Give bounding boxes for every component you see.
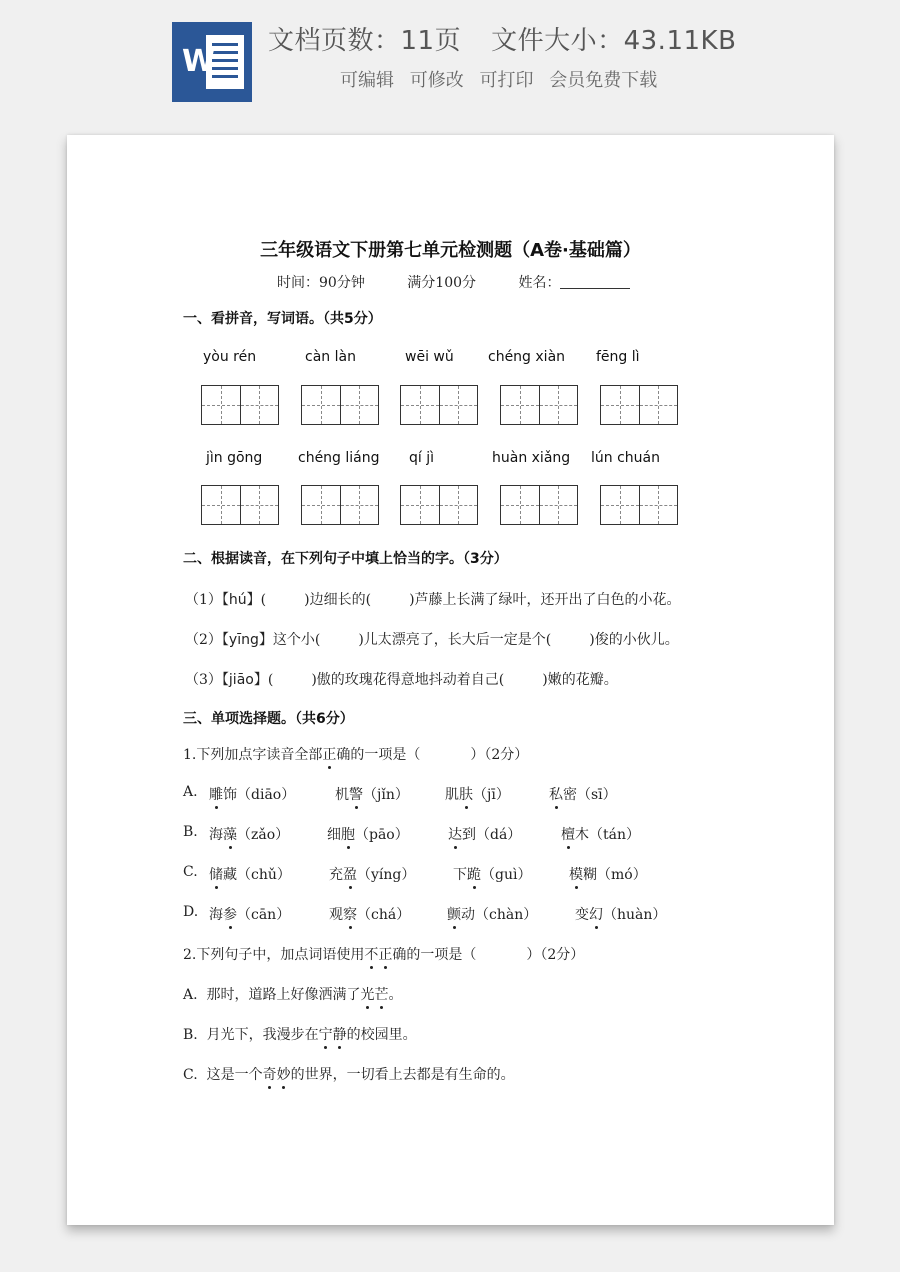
exam-time: 时间：90分钟 [277,275,365,291]
pinyin-9: huàn xiǎng [492,450,571,466]
option-item: 海参（cān） [209,904,290,924]
option-item: 观察（chá） [329,904,410,924]
option-item: 下跪（guì） [453,864,531,884]
pinyin-7: chéng liáng [298,450,380,466]
document-page [67,135,834,1225]
name-blank[interactable] [560,288,630,289]
section-3-heading: 三、单项选择题。（共6分） [183,711,354,727]
pinyin-1: yòu rén [203,349,257,365]
feature-printable: 可打印 [479,70,534,91]
fill-question-2: （2）【yīng】这个小( )儿太漂亮了，长大后一定是个( )俊的小伙儿。 [185,632,679,648]
writing-grid[interactable] [500,385,578,425]
writing-grid[interactable] [201,385,279,425]
feature-modifiable: 可修改 [409,70,464,91]
writing-grid[interactable] [400,485,478,525]
option-item: 变幻（huàn） [575,904,666,924]
pinyin-8: qí jì [409,450,435,466]
writing-grid[interactable] [400,385,478,425]
option-label: B. [183,824,198,840]
page-count: 文档页数：11页 [268,26,462,56]
pinyin-3: wēi wǔ [405,349,454,365]
section-2-heading: 二、根据读音，在下列句子中填上恰当的字。（3分） [183,551,508,567]
option-item: 私密（sī） [549,784,617,804]
word-logo-icon: W [172,22,252,102]
document-banner [0,0,900,120]
pinyin-4: chéng xiàn [488,349,566,365]
writing-grid[interactable] [201,485,279,525]
option-label: C. [183,864,198,880]
exam-score: 满分100分 [407,275,477,291]
option-c: C. 这是一个奇妙的世界，一切看上去都是有生命的。 [183,1064,515,1084]
name-label: 姓名： [518,275,561,291]
option-b: B. 月光下，我漫步在宁静的校园里。 [183,1024,417,1044]
feature-editable: 可编辑 [340,70,394,91]
option-item: 细胞（pāo） [327,824,409,844]
page-title: 三年级语文下册第七单元检测题（A卷·基础篇） [260,240,641,261]
option-label: A. [183,784,198,800]
option-item: 机警（jǐn） [335,784,409,804]
option-item: 海藻（zǎo） [209,824,289,844]
file-meta [268,20,736,60]
section-1-heading: 一、看拼音，写词语。（共5分） [183,311,382,327]
option-item: 达到（dá） [448,824,521,844]
writing-grid[interactable] [600,385,678,425]
file-size: 文件大小：43.11KB [491,26,737,56]
writing-grid[interactable] [301,385,379,425]
writing-grid[interactable] [600,485,678,525]
option-item: 肌肤（jī） [445,784,510,804]
pinyin-5: fēng lì [596,349,640,365]
feature-list [340,66,667,92]
option-a: A. 那时，道路上好像洒满了光芒。 [183,984,402,1004]
option-item: 储藏（chǔ） [209,864,291,884]
writing-grid[interactable] [500,485,578,525]
option-item: 檀木（tán） [561,824,640,844]
choice-question-1: 1.下列加点字读音全部正确的一项是（ ）（2分） [183,744,528,764]
choice-question-2: 2.下列句子中，加点词语使用不正确的一项是（ ）（2分） [183,944,584,964]
option-item: 充盈（yíng） [329,864,415,884]
option-item: 模糊（mó） [569,864,647,884]
fill-question-1: （1）【hú】( )边细长的( )芦藤上长满了绿叶，还开出了白色的小花。 [185,592,681,608]
exam-info [277,272,630,292]
fill-question-3: （3）【jiāo】( )傲的玫瑰花得意地抖动着自己( )嫩的花瓣。 [185,672,618,688]
feature-free-download: 会员免费下载 [549,70,658,91]
pinyin-2: càn làn [305,349,356,365]
option-item: 颤动（chàn） [447,904,537,924]
option-item: 雕饰（diāo） [209,784,295,804]
writing-grid[interactable] [301,485,379,525]
pinyin-6: jìn gōng [206,450,263,466]
option-label: D. [183,904,199,920]
pinyin-10: lún chuán [591,450,660,466]
